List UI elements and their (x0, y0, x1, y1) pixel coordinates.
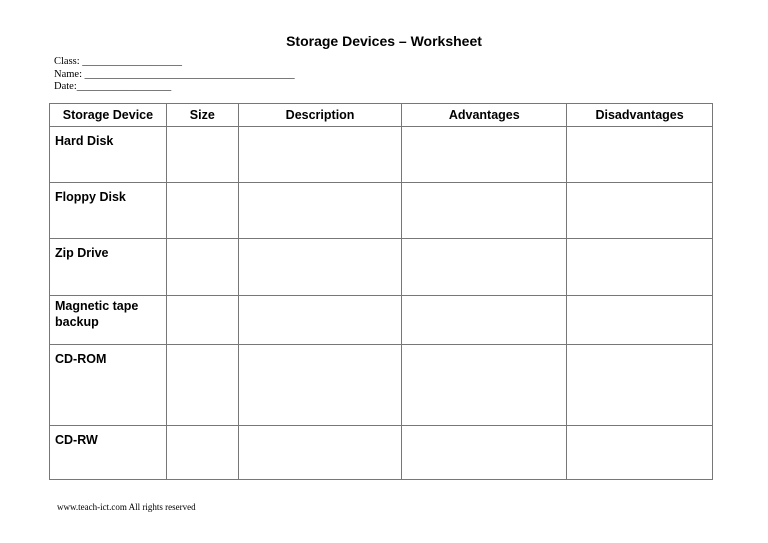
name-field: Name: ________________________________________ (54, 68, 295, 80)
cell[interactable] (402, 239, 567, 296)
footer-copyright: www.teach-ict.com All rights reserved (57, 502, 196, 512)
cell[interactable] (166, 296, 238, 345)
header-disadvantages: Disadvantages (567, 104, 713, 127)
header-storage-device: Storage Device (50, 104, 167, 127)
cell[interactable] (166, 127, 238, 183)
table-row (50, 426, 713, 480)
device-name: Zip Drive (50, 239, 167, 296)
cell[interactable] (567, 239, 713, 296)
cell[interactable] (567, 345, 713, 426)
cell[interactable] (166, 239, 238, 296)
worksheet-table (49, 103, 713, 480)
device-name: Magnetic tape backup (50, 296, 167, 345)
table-row (50, 183, 713, 239)
date-field: Date:__________________ (54, 81, 172, 92)
cell[interactable] (567, 426, 713, 480)
header-size: Size (166, 104, 238, 127)
header-row (50, 104, 713, 127)
cell[interactable] (238, 345, 402, 426)
cell[interactable] (402, 426, 567, 480)
cell[interactable] (402, 296, 567, 345)
class-field: Class: ___________________ (54, 56, 183, 67)
cell[interactable] (238, 426, 402, 480)
cell[interactable] (402, 345, 567, 426)
header-advantages: Advantages (402, 104, 567, 127)
worksheet-title: Storage Devices – Worksheet (286, 33, 482, 49)
table-row (50, 239, 713, 296)
cell[interactable] (166, 426, 238, 480)
table-row (50, 296, 713, 345)
cell[interactable] (238, 127, 402, 183)
cell[interactable] (238, 296, 402, 345)
cell[interactable] (567, 183, 713, 239)
cell[interactable] (238, 183, 402, 239)
header-description: Description (238, 104, 402, 127)
student-fields (54, 56, 295, 94)
cell[interactable] (402, 183, 567, 239)
device-name: CD-RW (50, 426, 167, 480)
cell[interactable] (166, 183, 238, 239)
device-name: CD-ROM (50, 345, 167, 426)
device-name: Floppy Disk (50, 183, 167, 239)
cell[interactable] (402, 127, 567, 183)
cell[interactable] (238, 239, 402, 296)
table-row (50, 345, 713, 426)
cell[interactable] (166, 345, 238, 426)
device-name: Hard Disk (50, 127, 167, 183)
cell[interactable] (567, 296, 713, 345)
cell[interactable] (567, 127, 713, 183)
table-row (50, 127, 713, 183)
